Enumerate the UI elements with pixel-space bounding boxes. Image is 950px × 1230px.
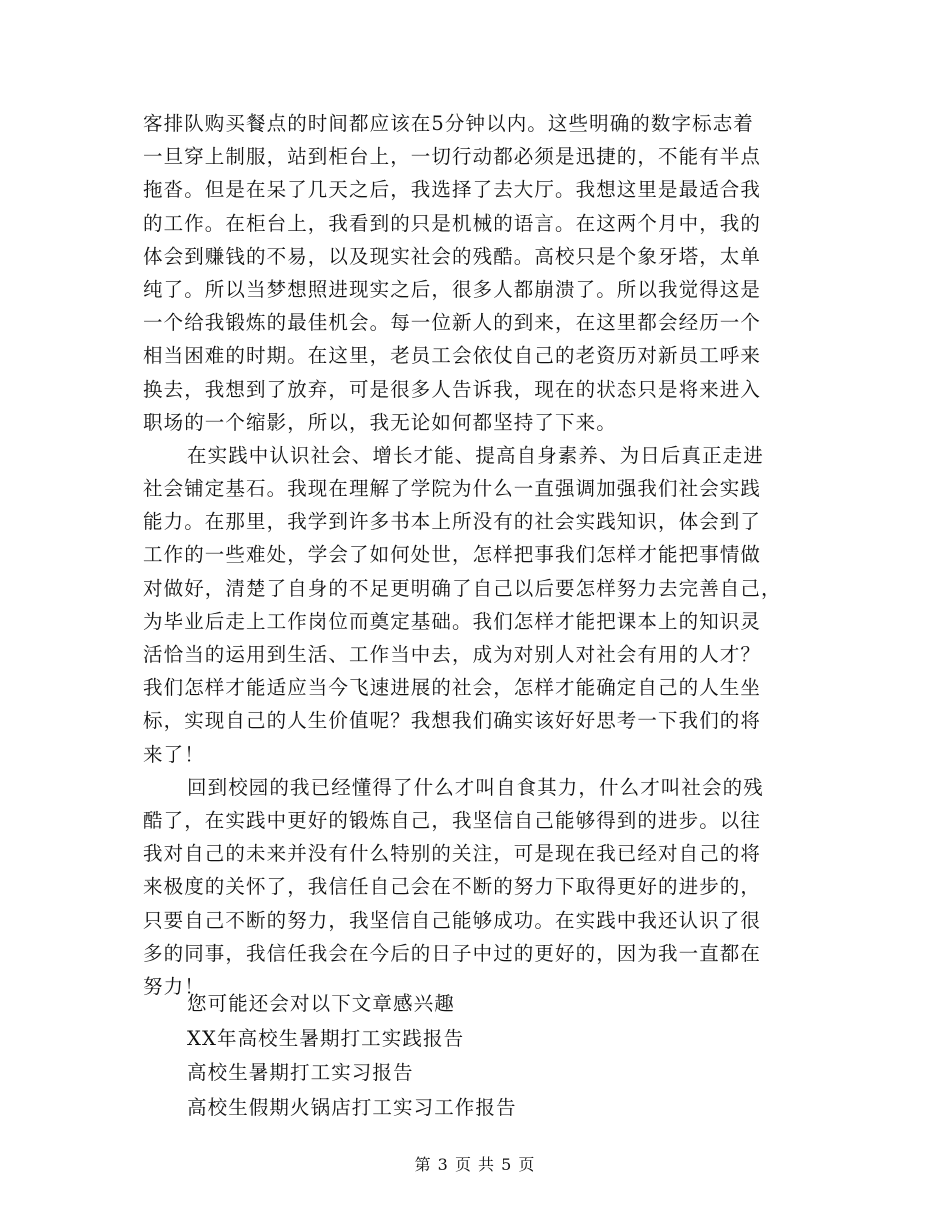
body-line: 纯了。所以当梦想照进现实之后，很多人都崩溃了。所以我觉得这是: [143, 277, 762, 301]
body-line: 工作的一些难处，学会了如何处世，怎样把事我们怎样才能把事情做: [143, 543, 762, 567]
body-line: 我们怎样才能适应当今飞速进展的社会，怎样才能确定自己的人生坐: [143, 676, 762, 700]
related-articles: [187, 987, 517, 1125]
body-line: 社会铺定基石。我现在理解了学院为什么一直强调加强我们社会实践: [143, 477, 762, 501]
body-line: 来极度的关怀了，我信任自己会在不断的努力下取得更好的进步的，: [143, 875, 762, 899]
related-link[interactable]: XX年高校生暑期打工实践报告: [187, 1026, 465, 1050]
article-body: [143, 107, 803, 1003]
body-line: 对做好，清楚了自身的不足更明确了自己以后要怎样努力去完善自己，: [143, 576, 782, 600]
body-line: 换去，我想到了放弃，可是很多人告诉我，现在的状态只是将来进入: [143, 377, 762, 401]
body-line: 客排队购买餐点的时间都应该在5分钟以内。这些明确的数字标志着: [143, 112, 754, 135]
body-line: 只要自己不断的努力，我坚信自己能够成功。在实践中我还认识了很: [143, 908, 762, 932]
body-line: 一个给我锻炼的最佳机会。每一位新人的到来，在这里都会经历一个: [143, 311, 762, 335]
related-link[interactable]: 高校生假期火锅店打工实习工作报告: [187, 1095, 517, 1119]
body-line: 能力。在那里，我学到许多书本上所没有的社会实践知识，体会到了: [143, 510, 762, 534]
body-line: 标，实现自己的人生价值呢？我想我们确实该好好思考一下我们的将: [143, 709, 762, 733]
body-line: 活恰当的运用到生活、工作当中去，成为对别人对社会有用的人才？: [143, 643, 762, 666]
body-line: 为毕业后走上工作岗位而奠定基础。我们怎样才能把课本上的知识灵: [143, 609, 762, 633]
body-line: 一旦穿上制服，站到柜台上，一切行动都必须是迅捷的，不能有半点: [143, 145, 762, 169]
body-line: 相当困难的时期。在这里，老员工会依仗自己的老资历对新员工呼来: [143, 344, 762, 368]
paragraph-start-line: 回到校园的我已经懂得了什么才叫自食其力，什么才叫社会的残: [187, 775, 764, 799]
body-line: 努力！: [143, 974, 205, 998]
body-line: 酷了，在实践中更好的锻炼自己，我坚信自己能够得到的进步。以往: [143, 808, 762, 832]
paragraph-start-line: 在实践中认识社会、增长才能、提高自身素养、为日后真正走进: [187, 443, 764, 467]
body-line: 来了！: [143, 742, 205, 766]
body-line: 的工作。在柜台上，我看到的只是机械的语言。在这两个月中，我的: [143, 211, 762, 235]
body-line: 职场的一个缩影，所以，我无论如何都坚持了下来。: [143, 410, 617, 434]
related-heading: 您可能还会对以下文章感兴趣: [187, 992, 455, 1015]
page-number: 第 3 页 共 5 页: [414, 1155, 536, 1174]
body-line: 体会到赚钱的不易，以及现实社会的残酷。高校只是个象牙塔，太单: [143, 244, 762, 268]
body-line: 我对自己的未来并没有什么特别的关注，可是现在我已经对自己的将: [143, 842, 762, 866]
body-line: 多的同事，我信任我会在今后的日子中过的更好的，因为我一直都在: [143, 941, 762, 965]
body-line: 拖沓。但是在呆了几天之后，我选择了去大厅。我想这里是最适合我: [143, 178, 762, 202]
related-link[interactable]: 高校生暑期打工实习报告: [187, 1061, 414, 1084]
